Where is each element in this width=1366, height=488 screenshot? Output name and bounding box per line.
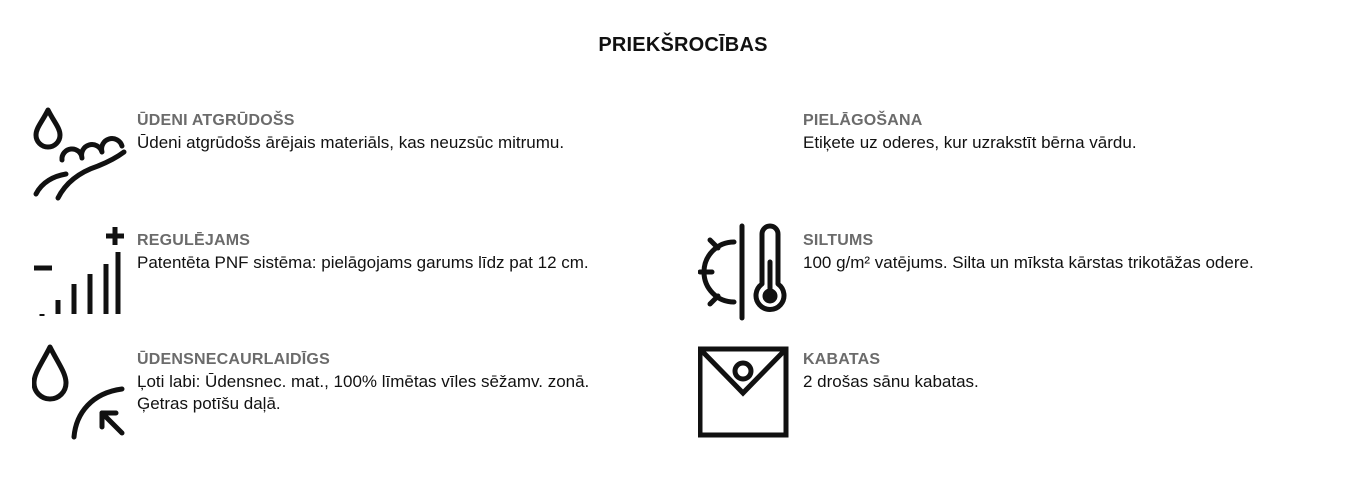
waterproof-seams-icon [32, 341, 128, 441]
thermometer-warmth-icon [698, 222, 794, 322]
feature-description: Ūdeni atgrūdošs ārējais materiāls, kas neuzsūc mitrumu. [137, 133, 565, 152]
feature-pockets [698, 341, 1298, 451]
feature-title: SILTUMS [803, 232, 874, 249]
feature-description: 2 drošas sānu kabatas. [803, 372, 979, 391]
feature-description: Ļoti labi: Ūdensnec. mat., 100% līmētas vīles sēžamv. zonā. [137, 372, 590, 391]
feature-title: PIELĀGOŠANA [803, 112, 923, 129]
adjustable-length-icon [32, 222, 128, 322]
feature-water-repellent [32, 102, 632, 212]
feature-warmth [698, 222, 1298, 332]
feature-description: Patentēta PNF sistēma: pielāgojams garums līdz pat 12 cm. [137, 253, 589, 272]
page-title: PRIEKŠROCĪBAS [598, 34, 768, 56]
feature-title: ŪDENI ATGRŪDOŠS [137, 112, 295, 129]
feature-waterproof [32, 341, 632, 451]
feature-customization [698, 102, 1298, 212]
feature-adjustable [32, 222, 632, 332]
pocket-icon [698, 341, 794, 441]
water-repellent-icon [32, 102, 128, 202]
feature-title: REGULĒJAMS [137, 232, 251, 249]
feature-title: KABATAS [803, 351, 881, 368]
feature-description: 100 g/m² vatējums. Silta un mīksta kārstas trikotāžas odere. [803, 253, 1254, 272]
label-tag-icon [698, 102, 794, 202]
feature-title: ŪDENSNECAURLAIDĪGS [137, 351, 330, 368]
feature-description: Etiķete uz oderes, kur uzrakstīt bērna vārdu. [803, 133, 1137, 152]
feature-description-line-2: Ģetras potīšu daļā. [137, 394, 281, 413]
